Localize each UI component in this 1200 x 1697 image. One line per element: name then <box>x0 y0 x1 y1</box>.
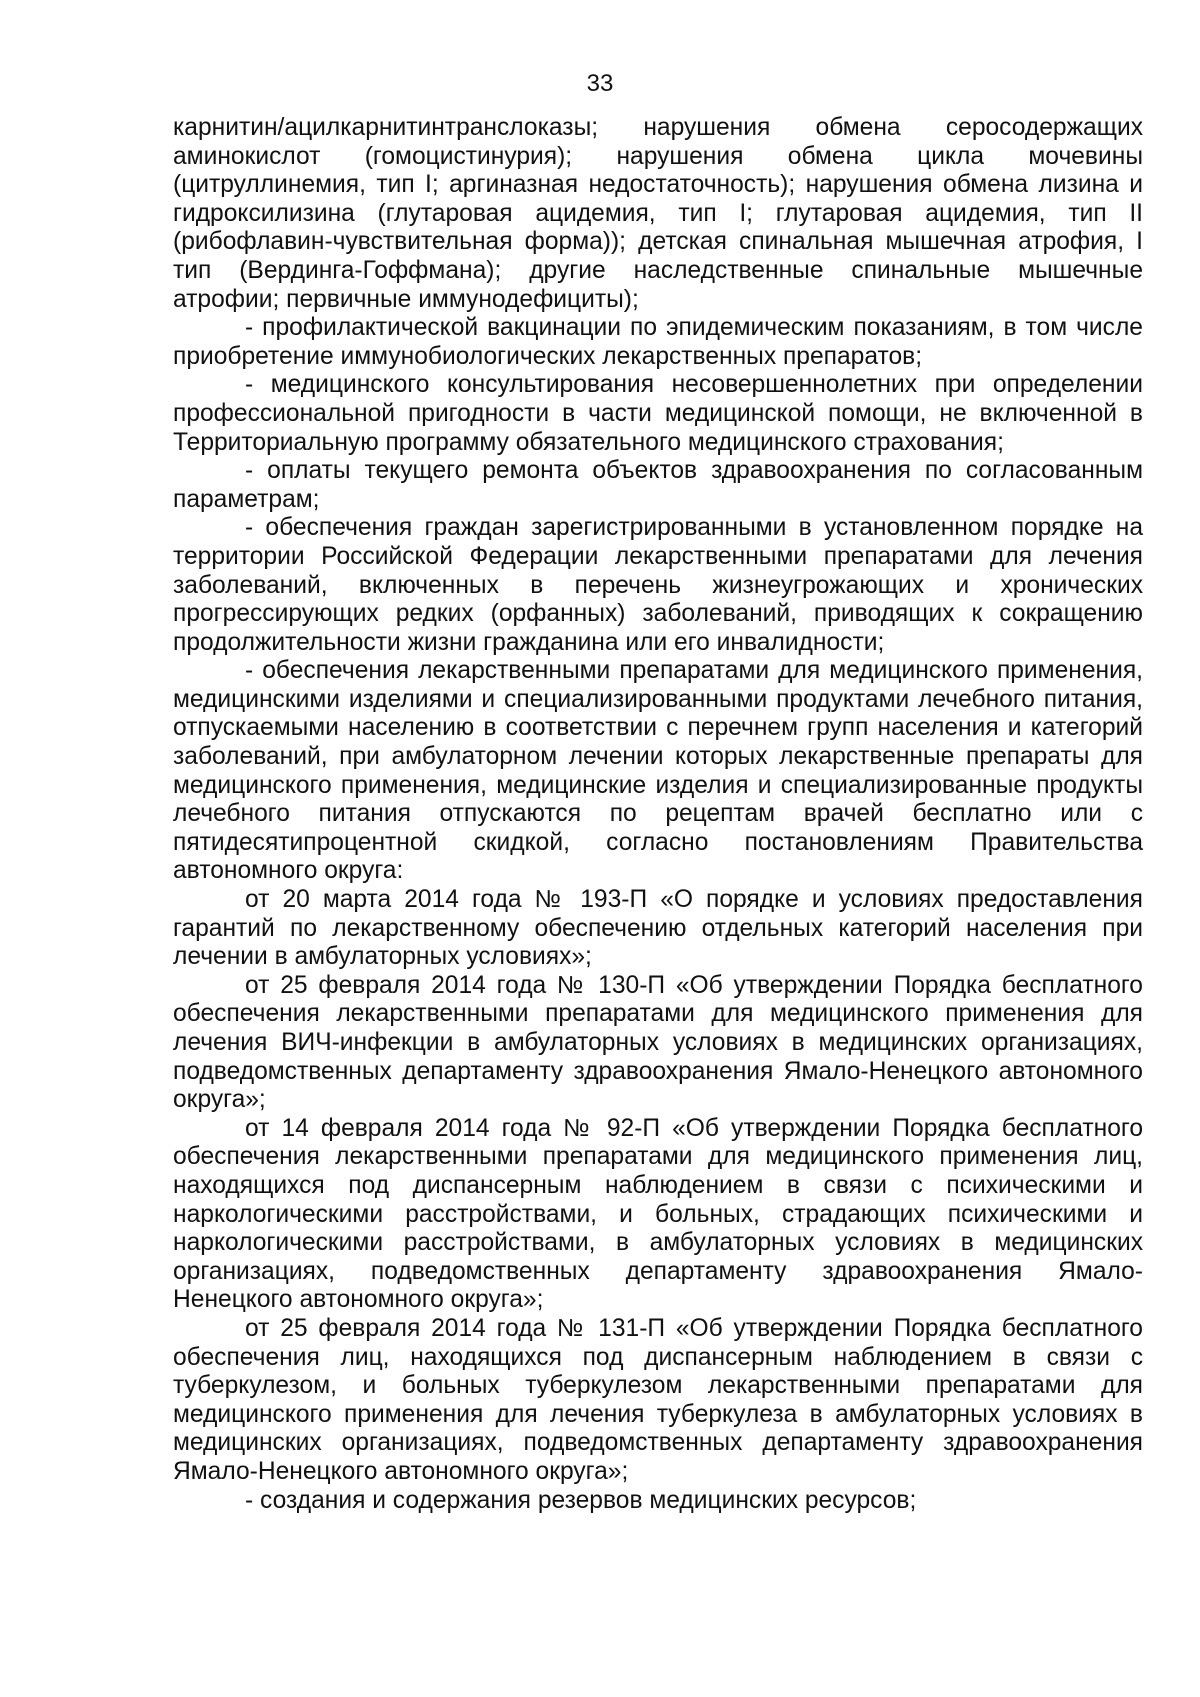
page-number: 33 <box>586 70 614 97</box>
paragraph: - обеспечения граждан зарегистрированными в установленном порядке на территории Российской Федерации лекарственными препаратами для лечения заболеваний, включенных в перечень жизнеугрожающих и хронических прогрессирующих редких (орфанных) заболеваний, приводящих к сокращению продолжительности жизни гражданина или его инвалидности; <box>173 514 1143 656</box>
paragraph: - создания и содержания резервов медицинских ресурсов; <box>245 1486 917 1514</box>
paragraph: - обеспечения лекарственными препаратами для медицинского применения, медицинскими изделиями и специализированными продуктами лечебного питания, отпускаемыми населению в соответствии с перечнем групп населения и категорий заболеваний, при амбулаторном лечении которых лекарственные препараты для медицинского применения, медицинские изделия и специализированные продукты лечебного питания отпускаются по рецептам врачей бесплатно или с пятидесятипроцентной скидкой, согласно постановлениям Правительства автономного округа: <box>173 657 1143 885</box>
document-body <box>173 114 1143 1515</box>
paragraph: от 14 февраля 2014 года № 92-П «Об утверждении Порядка бесплатного обеспечения лекарственными препаратами для медицинского применения лиц, находящихся под диспансерным наблюдением в связи с психическими и наркологическими расстройствами, и больных, страдающих психическими и наркологическими расстройствами, в амбулаторных условиях в медицинских организациях, подведомственных департаменту здравоохранения Ямало-Ненецкого автономного округа»; <box>173 1114 1143 1314</box>
paragraph: карнитин/ацилкарнитинтранслоказы; нарушения обмена серосодержащих аминокислот (гомоцистинурия); нарушения обмена цикла мочевины (цитруллинемия, тип I; аргиназная недостаточность); нарушения обмена лизина и гидроксилизина (глутаровая ацидемия, тип I; глутаровая ацидемия, тип II (рибофлавин-чувствительная форма)); детская спинальная мышечная атрофия, I тип (Вердинга-Гоффмана); другие наследственные спинальные мышечные атрофии; первичные иммунодефициты); <box>173 114 1143 313</box>
paragraph: - оплаты текущего ремонта объектов здравоохранения по согласованным параметрам; <box>173 457 1143 513</box>
paragraph: - медицинского консультирования несовершеннолетних при определении профессиональной пригодности в части медицинской помощи, не включенной в Территориальную программу обязательного медицинского страхования; <box>173 371 1143 456</box>
paragraph: от 25 февраля 2014 года № 131-П «Об утверждении Порядка бесплатного обеспечения лиц, находящихся под диспансерным наблюдением в связи с туберкулезом, и больных туберкулезом лекарственными препаратами для медицинского применения для лечения туберкулеза в амбулаторных условиях в медицинских организациях, подведомственных департаменту здравоохранения Ямало-Ненецкого автономного округа»; <box>173 1314 1143 1485</box>
paragraph: от 25 февраля 2014 года № 130-П «Об утверждении Порядка бесплатного обеспечения лекарственными препаратами для медицинского применения для лечения ВИЧ-инфекции в амбулаторных условиях в медицинских организациях, подведомственных департаменту здравоохранения Ямало-Ненецкого автономного округа»; <box>173 971 1143 1114</box>
paragraph: от 20 марта 2014 года № 193-П «О порядке и условиях предоставления гарантий по лекарственному обеспечению отдельных категорий населения при лечении в амбулаторных условиях»; <box>173 886 1143 971</box>
paragraph: - профилактической вакцинации по эпидемическим показаниям, в том числе приобретение иммунобиологических лекарственных препаратов; <box>173 314 1143 370</box>
